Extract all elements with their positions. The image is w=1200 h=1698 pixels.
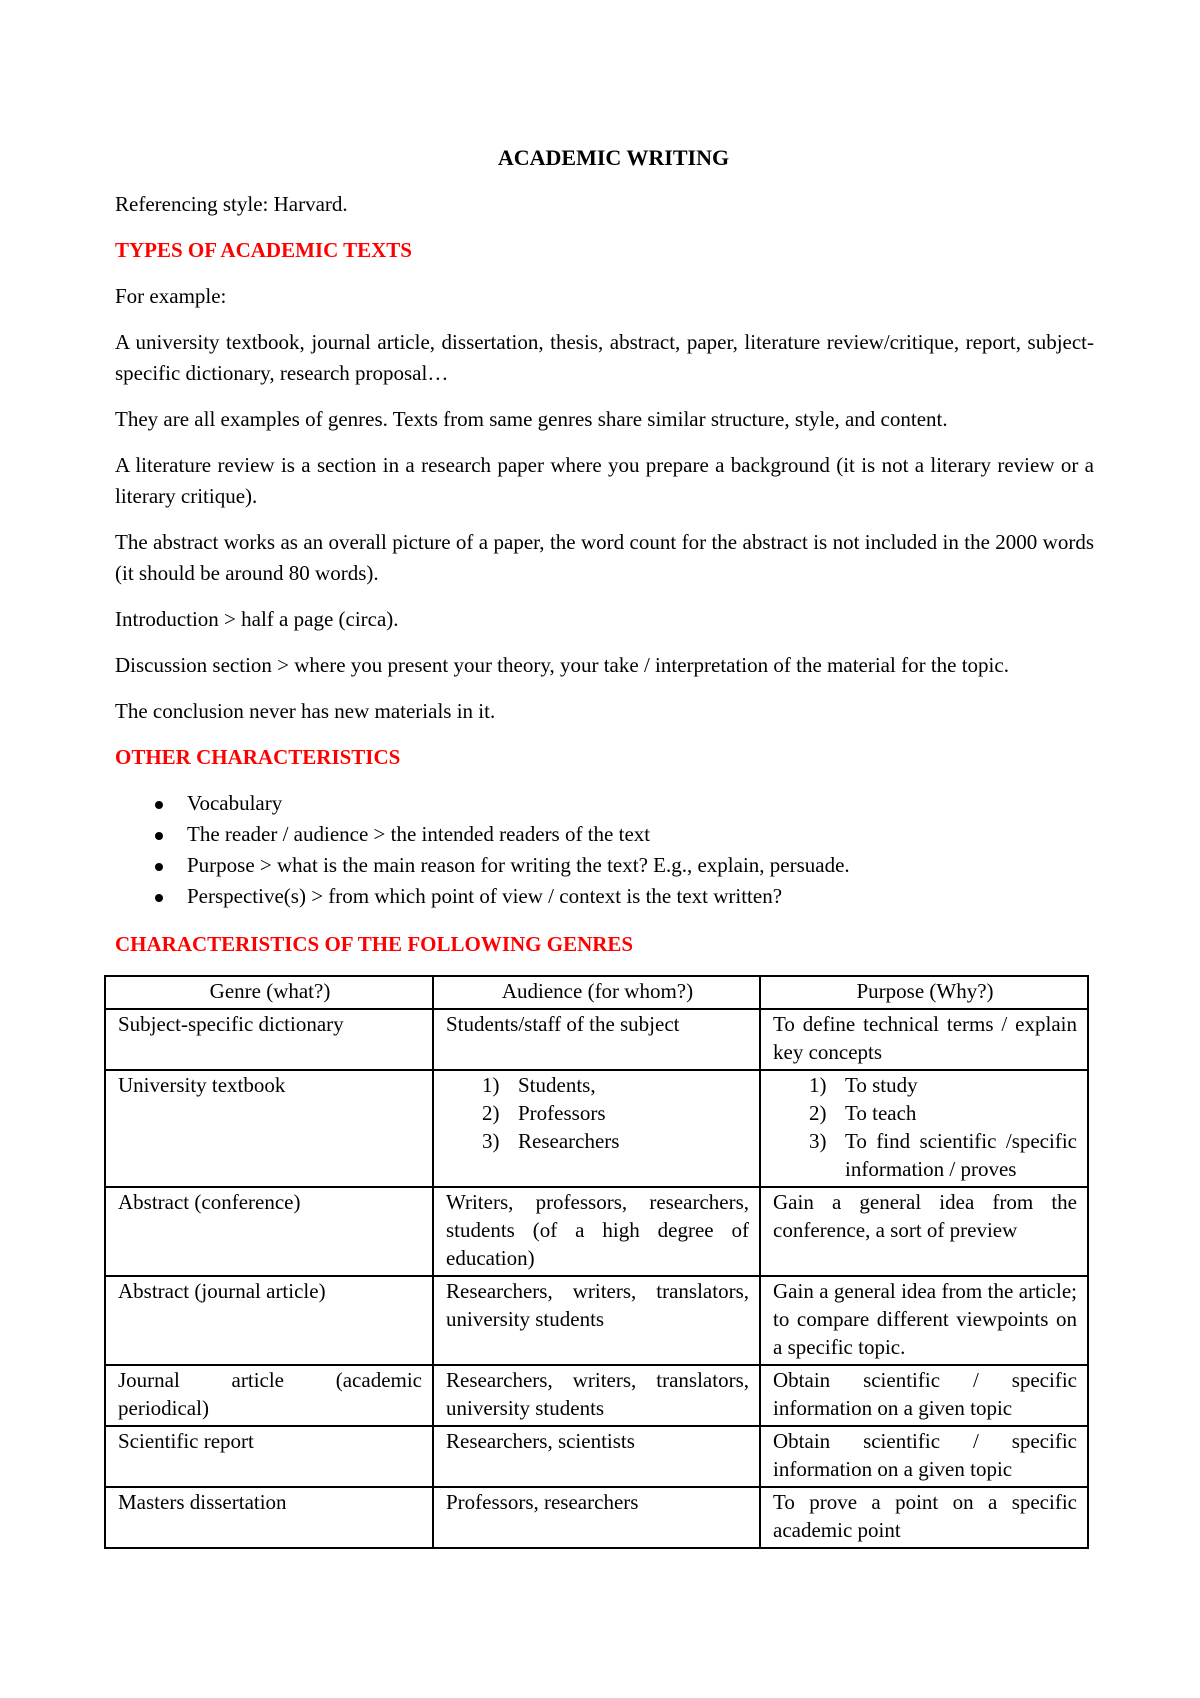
list-item: 3) Researchers — [482, 1129, 620, 1153]
purpose-cell: To define technical terms / explain key concepts — [760, 1009, 1088, 1070]
column-header-audience: Audience (for whom?) — [433, 976, 760, 1009]
column-header-genre: Genre (what?) — [105, 976, 433, 1009]
list-item: 3) To find scientific /specific information / proves — [809, 1129, 1077, 1181]
list-item — [115, 788, 1094, 819]
heading-characteristics-of-genres: CHARACTERISTICS OF THE FOLLOWING GENRES — [115, 932, 634, 956]
purpose-cell — [760, 1070, 1088, 1187]
bullet-icon — [155, 894, 163, 902]
paragraph: A university textbook, journal article, dissertation, thesis, abstract, paper, literature review/critique, report, subject-specific dictionary, research proposal… — [115, 330, 1094, 385]
purpose-list — [773, 1071, 1077, 1183]
purpose-cell: Gain a general idea from the article; to compare different viewpoints on a specific topic. — [760, 1276, 1088, 1365]
table-row — [105, 1070, 1088, 1187]
purpose-cell: Gain a general idea from the conference, a sort of preview — [760, 1187, 1088, 1276]
purpose-cell: Obtain scientific / specific information on a given topic — [760, 1426, 1088, 1487]
paragraph: For example: — [115, 284, 227, 308]
audience-cell: Researchers, writers, translators, university students — [433, 1276, 760, 1365]
audience-list — [446, 1071, 749, 1155]
referencing-style: Referencing style: Harvard. — [115, 192, 348, 216]
genre-cell: University textbook — [105, 1070, 433, 1187]
document-title: ACADEMIC WRITING — [497, 145, 730, 170]
list-item: 2) To teach — [809, 1101, 917, 1125]
table-row — [105, 1365, 1088, 1426]
paragraph: The abstract works as an overall picture of a paper, the word count for the abstract is not included in the 2000 words (it should be around 80 words). — [115, 530, 1094, 585]
audience-cell: Writers, professors, researchers, students (of a high degree of education) — [433, 1187, 760, 1276]
column-header-purpose: Purpose (Why?) — [760, 976, 1088, 1009]
table-row — [105, 1009, 1088, 1070]
paragraph: They are all examples of genres. Texts from same genres share similar structure, style, and content. — [115, 407, 948, 431]
audience-cell: Professors, researchers — [433, 1487, 760, 1548]
heading-types-of-academic-texts: TYPES OF ACADEMIC TEXTS — [115, 238, 412, 262]
paragraph: The conclusion never has new materials in it. — [115, 699, 496, 723]
table-row — [105, 1276, 1088, 1365]
list-item: 1) Students, — [482, 1073, 596, 1097]
bullet-icon — [155, 801, 163, 809]
table-row — [105, 1487, 1088, 1548]
paragraph: A literature review is a section in a research paper where you prepare a background (it is not a literary review or a literary critique). — [115, 453, 1094, 508]
list-item-text: Perspective(s) > from which point of view / context is the text written? — [187, 884, 783, 908]
list-item: 1) To study — [809, 1073, 918, 1097]
list-item — [115, 881, 1094, 912]
bullet-icon — [155, 863, 163, 871]
audience-cell: Students/staff of the subject — [433, 1009, 760, 1070]
bullet-icon — [155, 832, 163, 840]
audience-cell — [433, 1070, 760, 1187]
list-item-text: Vocabulary — [187, 791, 283, 815]
genres-table — [104, 975, 1089, 1549]
genre-cell: Subject-specific dictionary — [105, 1009, 433, 1070]
genre-cell: Abstract (conference) — [105, 1187, 433, 1276]
audience-cell: Researchers, scientists — [433, 1426, 760, 1487]
list-item: 2) Professors — [482, 1101, 606, 1125]
genre-cell: Scientific report — [105, 1426, 433, 1487]
characteristics-list — [115, 788, 1094, 912]
heading-other-characteristics: OTHER CHARACTERISTICS — [115, 745, 401, 769]
paragraph: Discussion section > where you present your theory, your take / interpretation of the material for the topic. — [115, 653, 1009, 677]
genre-cell: Journal article (academic periodical) — [105, 1365, 433, 1426]
list-item-text: Purpose > what is the main reason for writing the text? E.g., explain, persuade. — [187, 853, 850, 877]
purpose-cell: Obtain scientific / specific information on a given topic — [760, 1365, 1088, 1426]
list-item-text: The reader / audience > the intended readers of the text — [187, 822, 651, 846]
purpose-cell: To prove a point on a specific academic point — [760, 1487, 1088, 1548]
table-row — [105, 1187, 1088, 1276]
genre-cell: Abstract (journal article) — [105, 1276, 433, 1365]
genre-cell: Masters dissertation — [105, 1487, 433, 1548]
list-item — [115, 819, 1094, 850]
table-row — [105, 1426, 1088, 1487]
paragraph: Introduction > half a page (circa). — [115, 607, 399, 631]
table-header-row — [105, 976, 1088, 1009]
list-item — [115, 850, 1094, 881]
audience-cell: Researchers, writers, translators, university students — [433, 1365, 760, 1426]
